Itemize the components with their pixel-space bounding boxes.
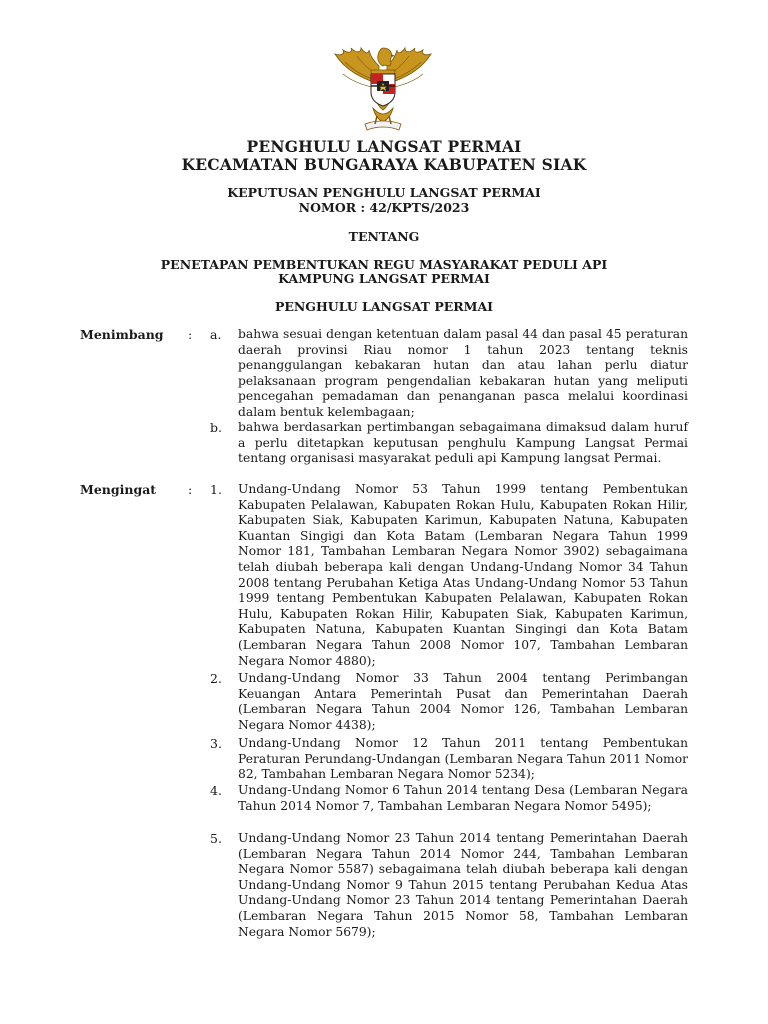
decree-title: KEPUTUSAN PENGHULU LANGSAT PERMAI (227, 185, 541, 200)
mengingat-item-text: Undang-Undang Nomor 53 Tahun 1999 tentang Pembentukan Kabupaten Pelalawan, Kabupaten Rokan Hulu, Kabupaten Rokan Hilir, Kabupaten Siak, Kabupaten Karimun, Kabupaten Natuna, Kabupaten Kuantan Singigi dan Kota Batam (Lembaran Negara Tahun 1999 Nomor 181, Tambahan Lembaran Negara Nomor 3902) sebagaimana telah diubah beberapa kali dengan Undang-Undang Nomor 34 Tahun 2008 tentang Perubahan Ketiga Atas Undang-Undang Nomor 53 Tahun 1999 tentang Pembentukan Kabupaten Pelalawan, Kabupaten Rokan Hulu, Kabupaten Rokan Hilir, Kabupaten Siak, Kabupaten Karimun, Kabupaten Natuna, Kabupaten Kuantan Singingi dan Kota Batam (Lembaran Negara Tahun 2008 Nomor 107, Tambahan Lembaran Negara Nomor 4880); (238, 482, 688, 668)
mengingat-item-text: Undang-Undang Nomor 33 Tahun 2004 tentang Perimbangan Keuangan Antara Pemerintah Pusat dan Pemerintahan Daerah (Lembaran Negara Tahun 2004 Nomor 126, Tambahan Lembaran Negara Nomor 4438); (238, 671, 688, 732)
mengingat-item-text: Undang-Undang Nomor 6 Tahun 2014 tentang Desa (Lembaran Negara Tahun 2014 Nomor 7, Tambahan Lembaran Negara Nomor 5495); (238, 783, 688, 813)
mengingat-item-marker: 5. (210, 831, 222, 846)
mengingat-item-text: Undang-Undang Nomor 23 Tahun 2014 tentang Pemerintahan Daerah (Lembaran Negara Tahun 2014 Nomor 244, Tambahan Lembaran Negara Nomor 5587) sebagaimana telah diubah beberapa kali dengan Undang-Undang Nomor 9 Tahun 2015 tentang Perubahan Kedua Atas Undang-Undang Nomor 23 Tahun 2014 tentang Pemerintahan Daerah (Lembaran Negara Tahun 2015 Nomor 58, Tambahan Lembaran Negara Nomor 5679); (238, 831, 688, 939)
mengingat-item-marker: 1. (210, 482, 222, 497)
mengingat-colon: : (188, 482, 193, 497)
mengingat-item-text: Undang-Undang Nomor 12 Tahun 2011 tentang Pembentukan Peraturan Perundang-Undangan (Lembaran Negara Tahun 2011 Nomor 82, Tambahan Lembaran Negara Nomor 5234); (238, 736, 688, 782)
menimbang-colon: : (188, 327, 193, 342)
decree-subject-line2: KAMPUNG LANGSAT PERMAI (278, 271, 490, 286)
decree-about: TENTANG (348, 229, 420, 244)
menimbang-item-marker: b. (210, 420, 222, 435)
institution-district: KECAMATAN BUNGARAYA KABUPATEN SIAK (181, 155, 587, 174)
menimbang-item-text: bahwa sesuai dengan ketentuan dalam pasal 44 dan pasal 45 peraturan daerah provinsi Riau nomor 1 tahun 2023 tentang teknis penanggulangan kebakaran hutan dan atau lahan perlu diatur pelaksanaan program pengendalian kebakaran hutan yang meliputi pencegahan pemadaman dan penanganan pasca melalui koordinasi dalam bentuk kelembagaan; (238, 327, 688, 419)
mengingat-item-marker: 2. (210, 671, 222, 686)
mengingat-item-marker: 4. (210, 783, 222, 798)
decree-number: NOMOR : 42/KPTS/2023 (298, 200, 470, 215)
mengingat-item-marker: 3. (210, 736, 222, 751)
menimbang-item-text: bahwa berdasarkan pertimbangan sebagaimana dimaksud dalam huruf a perlu ditetapkan keputusan penghulu Kampung Langsat Permai tentang organisasi masyarakat peduli api Kampung langsat Permai. (238, 420, 688, 466)
menimbang-label: Menimbang (80, 327, 164, 342)
institution-name: PENGHULU LANGSAT PERMAI (246, 137, 522, 156)
decree-subject-line1: PENETAPAN PEMBENTUKAN REGU MASYARAKAT PEDULI API (160, 257, 608, 272)
mengingat-label: Mengingat (80, 482, 157, 497)
menimbang-item-marker: a. (210, 327, 222, 342)
decree-issuer: PENGHULU LANGSAT PERMAI (274, 299, 494, 314)
garuda-emblem-icon (331, 44, 435, 134)
